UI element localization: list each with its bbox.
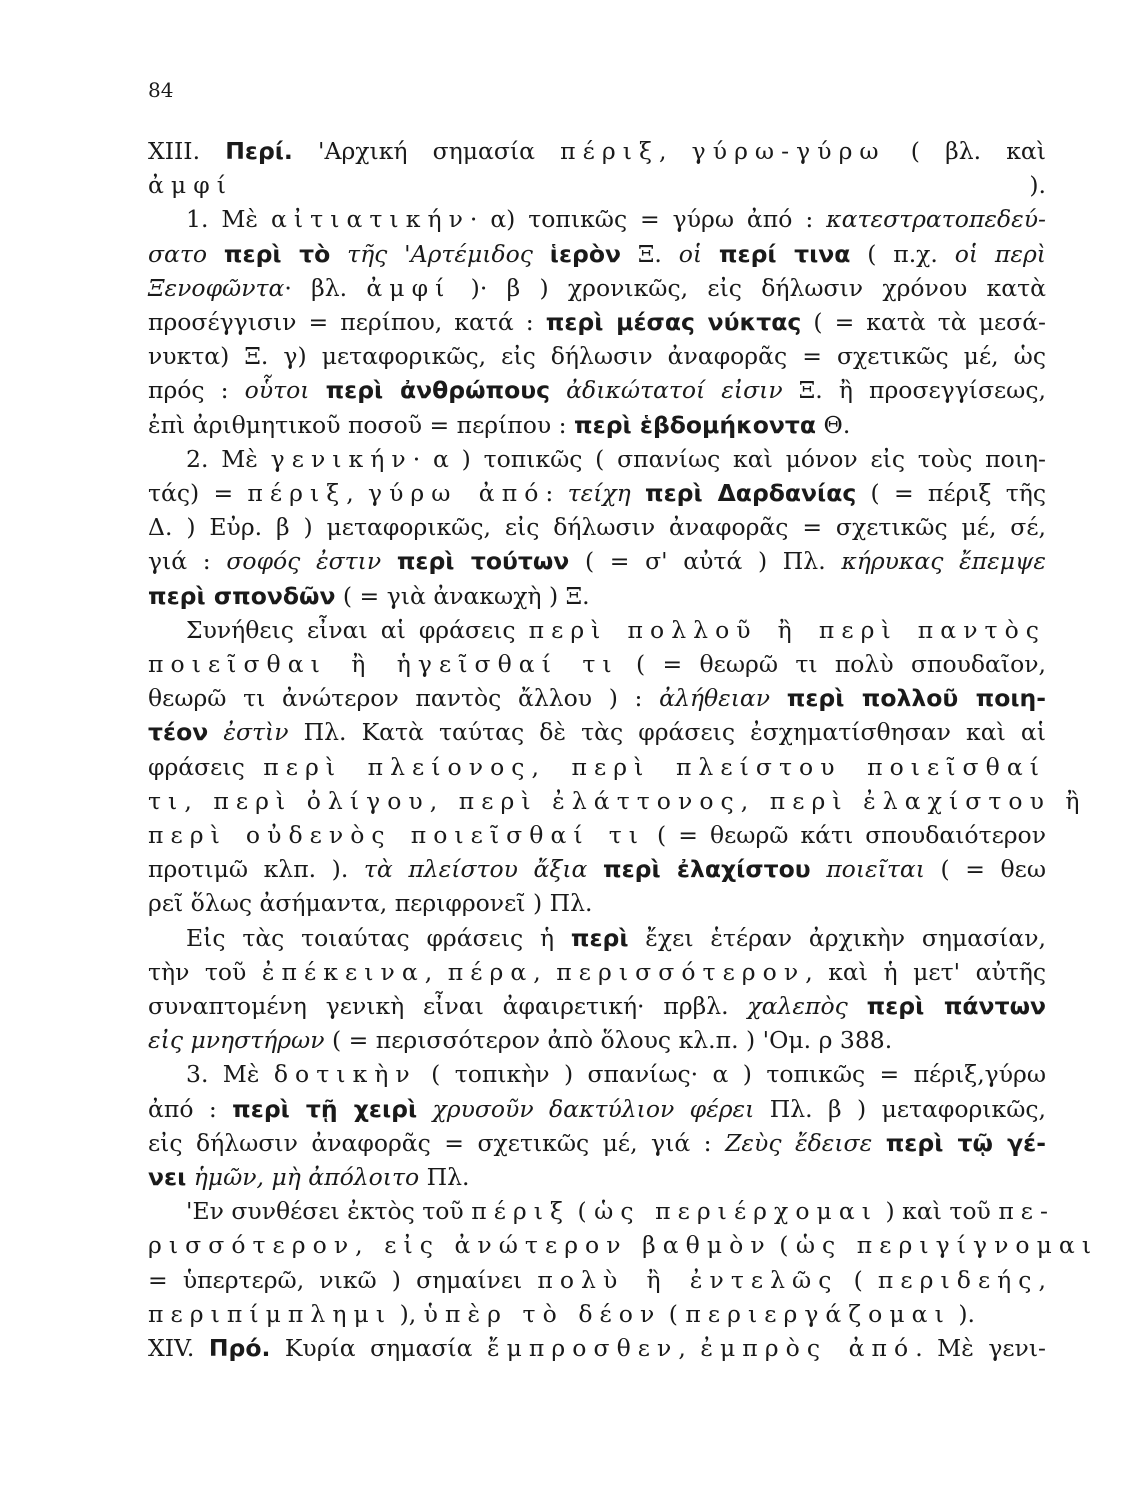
- spaced-term: ἀμφί: [148, 171, 234, 200]
- text-run: = ὑπερτερῶ, νικῶ ) σημαίνει: [148, 1265, 538, 1294]
- text-line: [148, 1160, 1046, 1194]
- bold-term: περὶ ἀνθρώπους: [325, 376, 551, 405]
- text-line: [148, 1228, 1099, 1262]
- italic-example: οἱ: [678, 239, 719, 268]
- bold-term: τέον: [148, 718, 209, 747]
- italic-example: ἀδικώτατοί εἰσιν: [550, 376, 783, 405]
- bold-term: περὶ Δαρδανίας: [645, 479, 857, 507]
- text-line: [148, 1092, 1046, 1126]
- italic-example: τὰ πλείστου ἄξια: [363, 855, 603, 884]
- text-line: [186, 1057, 1046, 1091]
- bold-term: ἱερὸν: [549, 239, 622, 268]
- text-run: ἀπό :: [148, 1094, 233, 1123]
- text-run: Εἰς τὰς τοιαύτας φράσεις ἡ: [186, 923, 571, 952]
- text-line: [148, 168, 1046, 202]
- spaced-term: δοτικὴν: [273, 1060, 417, 1089]
- spaced-term: ἐμπρὸς ἀπό: [700, 1334, 916, 1362]
- bold-term: περὶ: [570, 923, 629, 952]
- bold-term: περὶ πάντων: [866, 992, 1046, 1020]
- spaced-term: πέρα: [447, 957, 534, 986]
- text-run: ,: [678, 1334, 701, 1362]
- text-line: [148, 681, 1046, 715]
- text-line: [148, 886, 1046, 920]
- spaced-term: τι, περὶ ὀλίγου, περὶ ἐλάττονος, περὶ ἐλαχίστου ἢ: [148, 786, 1087, 815]
- text-run: συναπτομένη γενικὴ εἶναι ἀφαιρετική· πρβλ.: [148, 992, 748, 1020]
- text-line: [148, 237, 1046, 271]
- text-line: [148, 373, 1046, 407]
- spaced-term: ὑπὲρ τὸ δέον: [423, 1299, 662, 1328]
- text-run: ( = θεωρῶ τι πολὺ σπουδαῖον,: [618, 650, 1047, 678]
- text-line: [148, 271, 1046, 305]
- text-line: [148, 408, 1046, 442]
- text-run: ( = πέριξ τῆς: [856, 479, 1046, 507]
- page-number: 84: [148, 78, 174, 102]
- italic-example: οἱ περὶ: [954, 239, 1046, 268]
- text-line: [186, 921, 1046, 955]
- spaced-term: περιεργάζομαι: [685, 1299, 951, 1328]
- text-run: XIII.: [148, 137, 226, 165]
- text-run: Κυρία σημασία: [270, 1334, 487, 1362]
- text-run: προσέγγισιν = περίπου, κατά :: [148, 308, 546, 336]
- text-run: ἔχει ἑτέραν ἀρχικὴν σημασίαν,: [628, 923, 1046, 952]
- bold-term: περὶ τῷ γέ-: [885, 1128, 1047, 1157]
- italic-example: κήρυκας ἔπεμψε: [841, 547, 1046, 576]
- text-run: )· β ) χρονικῶς, εἰς δήλωσιν χρόνου κατὰ: [451, 273, 1046, 302]
- text-run: (: [570, 1197, 595, 1226]
- italic-example: χαλεπὸς: [747, 992, 867, 1020]
- text-run: ),: [392, 1299, 424, 1328]
- italic-example: ἡμῶν, μὴ ἀπόλοιτο: [186, 1163, 420, 1191]
- text-run: , καὶ ἡ μετ' αὐτῆς: [805, 957, 1046, 986]
- spaced-term: γενικήν: [270, 444, 413, 473]
- spaced-term: περιπίμπλημι: [148, 1299, 393, 1328]
- spaced-term: περὶ οὐδενὸς ποιεῖσθαί τι: [148, 821, 646, 849]
- text-run: Πλ. β ) μεταφορικῶς,: [754, 1094, 1046, 1123]
- bold-term: περὶ πολλοῦ ποιη-: [786, 684, 1046, 713]
- text-line: [186, 442, 1046, 476]
- text-run: (: [661, 1299, 686, 1328]
- text-run: ( = περισσότερον ἀπὸ ὅλους κλ.π. ) 'Ομ. ρ 388.: [324, 1026, 893, 1055]
- text-run: 'Αρχική σημασία: [292, 137, 561, 165]
- text-run: . Μὲ γενι-: [915, 1334, 1046, 1362]
- bold-term: περὶ τούτων: [396, 547, 570, 576]
- italic-example: εἰς μνηστήρων: [148, 1026, 325, 1055]
- spaced-term: περισσότερον: [556, 957, 806, 986]
- text-line: [148, 476, 1046, 510]
- italic-example: σατο: [148, 239, 224, 268]
- text-line: [148, 134, 1046, 168]
- text-run: 3. Μὲ: [186, 1060, 274, 1089]
- text-run: τὴν τοῦ: [148, 957, 262, 986]
- text-run: Δ. ) Εὐρ. β ) μεταφορικῶς, εἰς δήλωσιν ἀναφορᾶς = σχετικῶς μέ, σέ,: [148, 513, 1046, 542]
- text-line: [148, 852, 1046, 886]
- text-run: γιά :: [148, 547, 227, 576]
- spaced-term: ρισσότερον, εἰς ἀνώτερον βαθμὸν: [148, 1231, 772, 1260]
- text-run: ,: [424, 957, 448, 986]
- text-run: 2. Μὲ: [186, 444, 271, 473]
- text-run: · α ) τοπικῶς ( σπανίως καὶ μόνον εἰς τοὺς ποιη-: [412, 444, 1046, 473]
- spaced-term: ἔμπροσθεν: [486, 1334, 679, 1362]
- text-run: XIV.: [148, 1334, 209, 1362]
- text-run: νυκτα) Ξ. γ) μεταφορικῶς, εἰς δήλωσιν ἀναφορᾶς = σχετικῶς μέ, ὡς: [148, 342, 1046, 371]
- text-line: [148, 339, 1046, 373]
- text-line: [148, 1126, 1046, 1160]
- text-run: ,: [533, 957, 557, 986]
- italic-example: Ξενοφῶντα: [148, 273, 285, 302]
- text-line: [148, 715, 1046, 749]
- text-line: [148, 1023, 1046, 1057]
- text-line: [148, 1297, 1046, 1331]
- spaced-term: πολὺ ἢ ἐντελῶς: [537, 1265, 839, 1294]
- italic-example: κατεστρατοπεδεύ-: [826, 205, 1046, 234]
- bold-term: περί τινα: [718, 239, 851, 268]
- text-run: ( π.χ.: [850, 239, 955, 268]
- text-run: :: [545, 479, 568, 507]
- text-run: ( = θεω: [924, 855, 1046, 884]
- text-run: ( = γιὰ ἀνακωχὴ ) Ξ.: [335, 581, 590, 610]
- italic-example: τῆς 'Αρτέμιδος: [330, 239, 550, 268]
- italic-example: τείχη: [567, 479, 645, 507]
- spaced-term: ποιεῖσθαι ἢ ἡγεῖσθαί τι: [148, 650, 619, 678]
- text-line: [148, 305, 1046, 339]
- text-run: 1. Μὲ: [186, 205, 271, 234]
- bold-term: περὶ τῇ χειρὶ: [232, 1094, 418, 1123]
- text-run: Συνήθεις εἶναι αἱ φράσεις: [186, 615, 529, 644]
- spaced-term: αἰτιατικήν: [270, 205, 470, 234]
- text-run: ( = σ' αὐτά ) Πλ.: [569, 547, 842, 576]
- text-run: ( βλ. καὶ: [885, 137, 1046, 165]
- spaced-term: ὡς περιγίγνομαι: [795, 1231, 1099, 1260]
- text-run: Ξ.: [621, 239, 679, 268]
- text-run: εἰς δήλωσιν ἀναφορᾶς = σχετικῶς μέ, γιά :: [148, 1128, 726, 1157]
- bold-term: Περί.: [225, 137, 293, 165]
- spaced-term: ἐπέκεινα: [261, 957, 425, 986]
- text-run: (: [771, 1231, 796, 1260]
- text-run: ).: [233, 171, 1046, 200]
- text-run: ( τοπικὴν ) σπανίως· α ) τοπικῶς = πέριξ,γύρω: [416, 1060, 1046, 1089]
- text-line: [148, 647, 1046, 681]
- italic-example: σοφός ἐστιν: [226, 547, 397, 576]
- text-line: [148, 544, 1046, 578]
- bold-term: νει: [148, 1163, 187, 1191]
- text-run: (: [838, 1265, 878, 1294]
- text-run: · βλ.: [284, 273, 367, 302]
- text-run: φράσεις: [148, 752, 264, 781]
- spaced-term: ἀμφί: [366, 273, 452, 302]
- text-run: πρός :: [148, 376, 245, 405]
- text-line: [148, 818, 1046, 852]
- spaced-term: πέριξ: [471, 1197, 571, 1226]
- text-run: 'Εν συνθέσει ἐκτὸς τοῦ: [186, 1197, 472, 1226]
- text-line: [148, 750, 1046, 784]
- bold-term: περὶ τὸ: [223, 239, 331, 268]
- text-run: · α) τοπικῶς = γύρω ἀπό :: [469, 205, 827, 234]
- bold-term: περὶ ἐλαχίστου: [603, 855, 811, 884]
- text-run: τάς) =: [148, 479, 248, 507]
- spaced-term: πε-: [998, 1197, 1056, 1226]
- text-line: [148, 579, 1046, 613]
- text-line: [186, 202, 1046, 236]
- spaced-term: γύρω-γύρω: [691, 137, 886, 165]
- text-run: θεωρῶ τι ἀνώτερον παντὸς ἄλλου ) :: [148, 684, 660, 713]
- text-run: Ξ. ἢ προσεγγίσεως,: [782, 376, 1046, 405]
- bold-term: περὶ ἑβδομήκοντα: [574, 410, 817, 439]
- spaced-term: περὶ πλείονος, περὶ πλείστου ποιεῖσθαί: [263, 752, 1047, 781]
- text-run: Πλ. Κατὰ ταύτας δὲ τὰς φράσεις ἐσχηματίσθησαν καὶ αἱ: [288, 718, 1046, 747]
- spaced-term: πέριξ: [560, 137, 660, 165]
- italic-example: χρυσοῦν δακτύλιον φέρει: [417, 1094, 755, 1123]
- text-run: ,: [1038, 1265, 1047, 1294]
- bold-term: περὶ μέσας νύκτας: [545, 308, 802, 336]
- spaced-term: περὶ πολλοῦ ἢ περὶ παντὸς: [528, 615, 1046, 644]
- text-line: [148, 1331, 1046, 1365]
- text-line: [148, 955, 1046, 989]
- text-run: ,: [346, 479, 368, 507]
- text-run: ἐπὶ ἀριθμητικοῦ ποσοῦ = περίπου :: [148, 410, 575, 439]
- text-run: ).: [950, 1299, 975, 1328]
- text-line: [186, 613, 1046, 647]
- spaced-term: γύρω ἀπό: [367, 479, 546, 507]
- text-run: ,: [659, 137, 692, 165]
- bold-term: Πρό.: [208, 1334, 271, 1362]
- spaced-term: πέριξ: [247, 479, 347, 507]
- italic-example: Ζεὺς ἔδεισε: [725, 1128, 886, 1157]
- italic-example: ἐστὶν: [208, 718, 289, 747]
- text-run: ( = θεωρῶ κάτι σπουδαιότερον: [645, 821, 1046, 849]
- text-run: ( = κατὰ τὰ μεσά-: [801, 308, 1047, 336]
- italic-example: ποιεῖται: [810, 855, 925, 884]
- text-run: προτιμῶ κλπ. ).: [148, 855, 364, 884]
- text-run: Θ.: [816, 410, 851, 439]
- text-run: Πλ.: [419, 1163, 470, 1191]
- text-run: ρεῖ ὅλως ἀσήμαντα, περιφρονεῖ ) Πλ.: [148, 889, 593, 918]
- text-line: [148, 784, 1087, 818]
- italic-example: ἀλήθειαν: [659, 684, 787, 713]
- spaced-term: περιδεής: [877, 1265, 1039, 1294]
- spaced-term: ὡς περιέρχομαι: [594, 1197, 879, 1226]
- text-line: [148, 1263, 1046, 1297]
- text-line: [186, 1194, 1056, 1228]
- bold-term: περὶ σπονδῶν: [148, 581, 336, 610]
- text-run: ) καὶ τοῦ: [878, 1197, 999, 1226]
- text-line: [148, 989, 1046, 1023]
- text-line: [148, 510, 1046, 544]
- italic-example: οὗτοι: [244, 376, 326, 405]
